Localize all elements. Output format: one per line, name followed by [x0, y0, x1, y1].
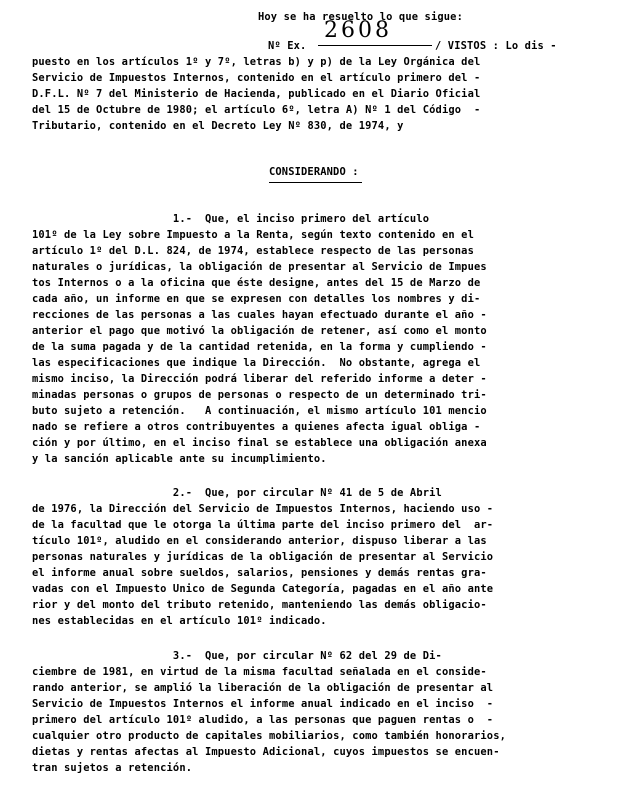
- paragraph-line: nes establecidas en el artículo 101º indicado.: [32, 615, 327, 627]
- paragraph-line: personas naturales y jurídicas de la obligación de presentar al Servicio: [32, 551, 494, 563]
- paragraph-line: primero del artículo 101º aludido, a las personas que paguen rentas o -: [32, 714, 494, 726]
- paragraph-line: naturales o jurídicas, la obligación de presentar al Servicio de Impues: [32, 261, 487, 273]
- exempt-number-underline: [318, 45, 432, 46]
- exempt-number: 2608: [324, 18, 392, 43]
- intro-line: Hoy se ha resuelto lo que sigue:: [258, 11, 463, 23]
- paragraph-line: minadas personas o grupos de personas o respecto de un determinado tri-: [32, 389, 487, 401]
- paragraph-line: y la sanción aplicable ante su incumplimiento.: [32, 453, 327, 465]
- paragraph-line: tran sujetos a retención.: [32, 762, 193, 774]
- paragraph-line: el informe anual sobre sueldos, salarios, pensiones y demás rentas gra-: [32, 567, 487, 579]
- paragraph-line: las especificaciones que indique la Dirección. No obstante, agrega el: [32, 357, 481, 369]
- vistos-line: del 15 de Octubre de 1980; el artículo 6º, letra A) Nº 1 del Código -: [32, 104, 481, 116]
- vistos-line: Tributario, contenido en el Decreto Ley Nº 830, de 1974, y: [32, 120, 404, 132]
- paragraph-line: de 1976, la Dirección del Servicio de Impuestos Internos, haciendo uso -: [32, 503, 494, 515]
- paragraph-line: tículo 101º, aludido en el considerando anterior, dispuso liberar a las: [32, 535, 487, 547]
- vistos-line: puesto en los artículos 1º y 7º, letras b) y p) de la Ley Orgánica del: [32, 56, 481, 68]
- paragraph-line: dietas y rentas afectas al Impuesto Adicional, cuyos impuestos se encuen-: [32, 746, 500, 758]
- paragraph-line: rando anterior, se amplió la liberación de la obligación de presentar al: [32, 682, 494, 694]
- paragraph-line: 2.- Que, por circular Nº 41 de 5 de Abril: [32, 487, 442, 499]
- paragraph-line: vadas con el Impuesto Unico de Segunda Categoría, pagadas en el año ante: [32, 583, 494, 595]
- paragraph-line: anterior el pago que motivó la obligación de retener, así como el monto: [32, 325, 487, 337]
- paragraph-line: buto sujeto a retención. A continuación, el mismo artículo 101 mencio: [32, 405, 487, 417]
- exempt-suffix: / VISTOS : Lo dis -: [435, 40, 557, 52]
- paragraph-line: de la facultad que le otorga la última parte del inciso primero del ar-: [32, 519, 494, 531]
- paragraph-line: Servicio de Impuestos Internos el informe anual indicado en el inciso -: [32, 698, 494, 710]
- paragraph-line: artículo 1º del D.L. 824, de 1974, establece respecto de las personas: [32, 245, 474, 257]
- paragraph-line: ciembre de 1981, en virtud de la misma facultad señalada en el conside-: [32, 666, 487, 678]
- paragraph-line: 1.- Que, el inciso primero del artículo: [32, 213, 430, 225]
- vistos-line: D.F.L. Nº 7 del Ministerio de Hacienda, publicado en el Diario Oficial: [32, 88, 481, 100]
- paragraph-line: rior y del monto del tributo retenido, manteniendo las demás obligacio-: [32, 599, 487, 611]
- paragraph-line: cualquier otro producto de capitales mobiliarios, como también honorarios,: [32, 730, 507, 742]
- paragraph-line: 101º de la Ley sobre Impuesto a la Renta, según texto contenido en el: [32, 229, 474, 241]
- paragraph-line: tos Internos o a la oficina que éste designe, antes del 15 de Marzo de: [32, 277, 481, 289]
- considerando-heading: CONSIDERANDO :: [269, 166, 359, 178]
- paragraph-line: recciones de las personas a las cuales hayan efectuado durante el año -: [32, 309, 487, 321]
- considerando-underline: [269, 182, 362, 183]
- vistos-line: Servicio de Impuestos Internos, contenido en el artículo primero del -: [32, 72, 481, 84]
- paragraph-line: mismo inciso, la Dirección podrá liberar del referido informe a deter -: [32, 373, 487, 385]
- paragraph-line: ción y por último, en el inciso final se establece una obligación anexa: [32, 437, 487, 449]
- paragraph-line: cada año, un informe en que se expresen con detalles los nombres y di-: [32, 293, 481, 305]
- paragraph-line: nado se refiere a otros contribuyentes a quienes afecta igual obliga -: [32, 421, 481, 433]
- paragraph-line: de la suma pagada y de la cantidad retenida, en la forma y cumpliendo -: [32, 341, 487, 353]
- paragraph-line: 3.- Que, por circular Nº 62 del 29 de Di-: [32, 650, 442, 662]
- exempt-prefix: Nº Ex.: [268, 40, 307, 52]
